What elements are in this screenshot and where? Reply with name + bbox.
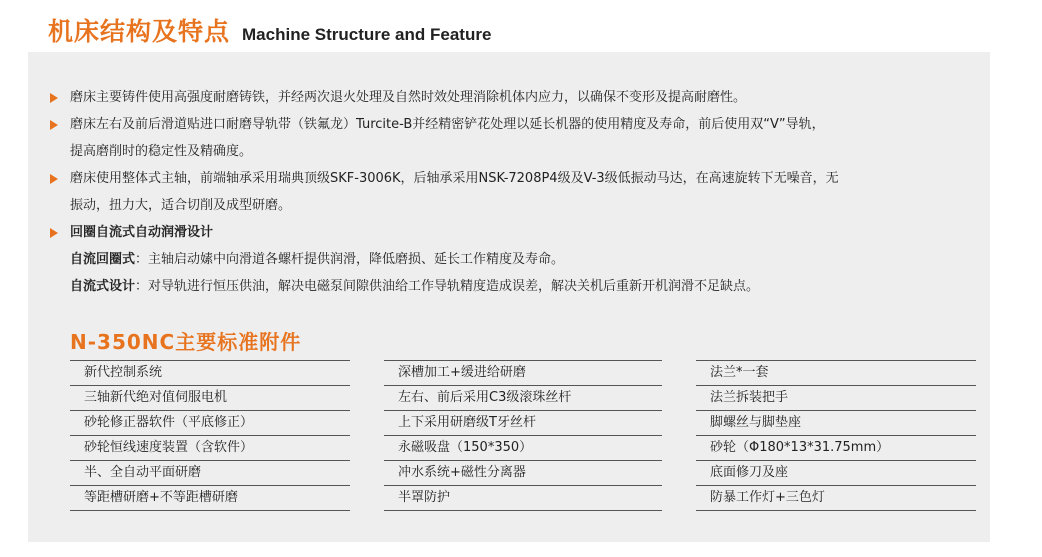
accessory-item: 半罩防护 bbox=[384, 486, 662, 511]
section-title-en: Machine Structure and Feature bbox=[242, 25, 492, 44]
detail-text: ：对导轨进行恒压供油，解决电磁泵间隙供油给工作导轨精度造成误差，解决关机后重新开机润滑不足缺点。 bbox=[135, 279, 760, 294]
section-header bbox=[48, 12, 491, 48]
accessory-item: 新代控制系统 bbox=[70, 360, 350, 386]
accessory-item: 深槽加工+缓进给研磨 bbox=[384, 360, 662, 386]
feature-item bbox=[48, 111, 978, 165]
accessories-title: N-350NC主要标准附件 bbox=[70, 330, 302, 354]
accessory-item: 三轴新代绝对值伺服电机 bbox=[70, 386, 350, 411]
feature-item bbox=[48, 84, 978, 111]
feature-list bbox=[48, 84, 978, 300]
accessory-item: 脚螺丝与脚垫座 bbox=[696, 411, 976, 436]
accessories-table bbox=[70, 360, 976, 511]
accessory-item: 砂轮恒线速度装置（含软件） bbox=[70, 436, 350, 461]
accessory-item: 等距槽研磨+不等距槽研磨 bbox=[70, 486, 350, 511]
section-title-cn: 机床结构及特点 bbox=[48, 17, 231, 46]
accessories-column-1 bbox=[70, 360, 350, 511]
bullet-arrow-icon bbox=[50, 120, 58, 130]
feature-text: 振动，扭力大，适合切削及成型研磨。 bbox=[70, 198, 292, 213]
feature-heading: 回圈自流式自动润滑设计 bbox=[70, 225, 214, 240]
detail-label: 自流回圈式 bbox=[70, 252, 136, 267]
bullet-arrow-icon bbox=[50, 228, 58, 238]
feature-text: 磨床主要铸件使用高强度耐磨铸铁，并经两次退火处理及自然时效处理消除机体内应力，以确保不变形及提高耐磨性。 bbox=[70, 90, 747, 105]
accessory-item: 法兰*一套 bbox=[696, 360, 976, 386]
accessory-item: 法兰拆装把手 bbox=[696, 386, 976, 411]
lubrication-detail bbox=[48, 273, 978, 300]
accessory-item: 冲水系统+磁性分离器 bbox=[384, 461, 662, 486]
accessory-item: 砂轮（Φ180*13*31.75mm） bbox=[696, 436, 976, 461]
detail-label: 自流式设计 bbox=[70, 279, 136, 294]
lubrication-detail bbox=[48, 246, 978, 273]
feature-item bbox=[48, 165, 978, 219]
bullet-arrow-icon bbox=[50, 93, 58, 103]
accessories-column-2 bbox=[384, 360, 662, 511]
feature-text: 磨床左右及前后滑道贴进口耐磨导轨带（铁氟龙）Turcite-B并经精密铲花处理以延长机器的使用精度及寿命，前后使用双“V”导轨， bbox=[70, 117, 825, 132]
accessory-item: 底面修刀及座 bbox=[696, 461, 976, 486]
accessory-item: 防暴工作灯+三色灯 bbox=[696, 486, 976, 511]
accessory-item: 永磁吸盘（150*350） bbox=[384, 436, 662, 461]
accessories-column-3 bbox=[696, 360, 976, 511]
feature-item bbox=[48, 219, 978, 246]
accessory-item: 砂轮修正器软件（平底修正） bbox=[70, 411, 350, 436]
bullet-arrow-icon bbox=[50, 174, 58, 184]
accessory-item: 上下采用研磨级T牙丝杆 bbox=[384, 411, 662, 436]
accessory-item: 半、全自动平面研磨 bbox=[70, 461, 350, 486]
feature-text: 提高磨削时的稳定性及精确度。 bbox=[70, 144, 253, 159]
feature-text: 磨床使用整体式主轴，前端轴承采用瑞典顶级SKF-3006K，后轴承采用NSK-7208P4级及V-3级低振动马达，在高速旋转下无噪音，无 bbox=[70, 171, 839, 186]
detail-text: ：主轴启动嫊中向滑道各螺杆提供润滑，降低磨损、延长工作精度及寿命。 bbox=[135, 252, 565, 267]
accessory-item: 左右、前后采用C3级滚珠丝杆 bbox=[384, 386, 662, 411]
